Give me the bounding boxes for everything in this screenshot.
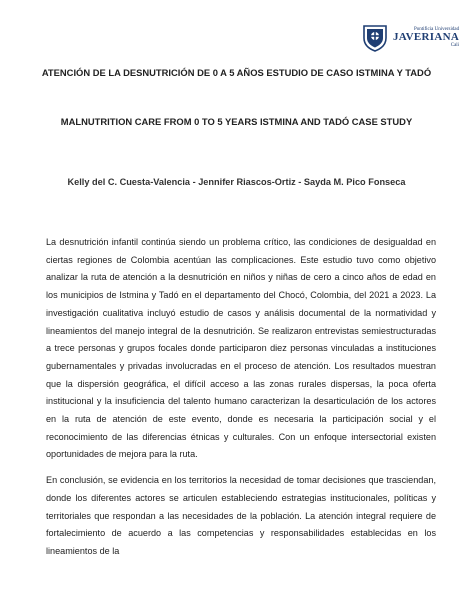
title-english: MALNUTRITION CARE FROM 0 TO 5 YEARS ISTMINA AND TADÓ CASE STUDY bbox=[60, 116, 413, 127]
university-logo bbox=[360, 20, 464, 54]
authors: Kelly del C. Cuesta-Valencia - Jennifer Riascos-Ortiz - Sayda M. Pico Fonseca bbox=[67, 177, 406, 187]
title-spanish: ATENCIÓN DE LA DESNUTRICIÓN DE 0 A 5 AÑOS ESTUDIO DE CASO ISTMINA Y TADÓ bbox=[41, 67, 432, 78]
abstract-paragraph-1: La desnutrición infantil continúa siendo un problema crítico, las condiciones de desigualdad en ciertas regiones de Colombia acentúan las complicaciones. Este estudio tuvo como objetivo analizar la ruta de atención a la desnutrición en niños y niñas de cero a cinco años de edad en los municipios de Istmina y Tadó en el departamento del Chocó, Colombia, del 2021 a 2023. La investigación cualitativa incluyó estudio de casos y análisis documental de la normatividad y lineamientos del manejo integral de la desnutrición. Se realizaron entrevistas semiestructuradas a trece personas y grupos focales donde participaron diez personas vinculadas a instituciones gubernamentales y privadas involucradas en el proceso de atención. Los resultados muestran que la dispersión geográfica, el difícil acceso a las zonas rurales dispersas, la poca oferta institucional y la insuficiencia del talento humano caracterizan la desarticulación de los actores en la ruta de atención de este evento, donde es necesaria la participación social y el reconocimiento de las diferencias étnicas y culturales. Con un enfoque intersectorial existen oportunidades de mejora para la ruta. bbox=[46, 237, 436, 460]
abstract-paragraph-2: En conclusión, se evidencia en los territorios la necesidad de tomar decisiones que trasciendan, donde los diferentes actores se articulen estableciendo estrategias institucionales, políticas y territoriales que respondan a las necesidades de la población. La atención integral requiere de fortalecimiento de acuerdo a las competencias y responsabilidades establecidas en los lineamientos de la bbox=[46, 475, 436, 556]
logo-wordmark bbox=[393, 27, 459, 48]
abstract-body bbox=[46, 234, 436, 569]
logo-line-javeriana: JAVERIANA bbox=[393, 30, 460, 43]
logo-line-university: Pontificia Universidad bbox=[413, 26, 460, 32]
university-crest-icon bbox=[360, 22, 390, 52]
logo-line-city: Cali bbox=[450, 42, 460, 48]
